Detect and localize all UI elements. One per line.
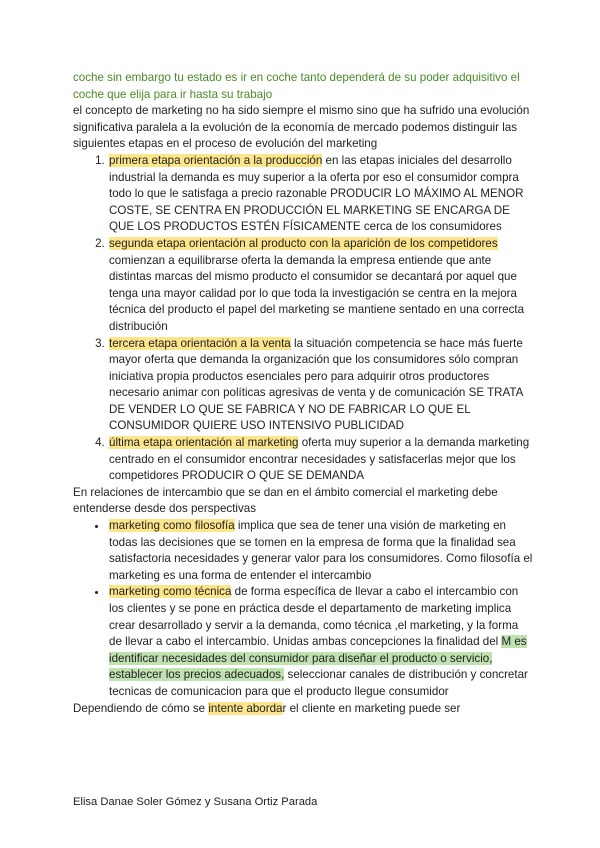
- list-item: [108, 153, 533, 236]
- list-item: [108, 236, 533, 336]
- perspectives-list: [73, 518, 533, 701]
- perspective-text: implica que sea de tener una visión de marketing en todas las decisiones que se tomen en la empresa de forma que la finalidad sea satisfactoria necesidades y generar valor para los consumidores. Como filosofía el marketing es una forma de entender el intercambio: [109, 519, 533, 582]
- list-item: [108, 435, 533, 485]
- perspective-text-end: seleccionar canales de distribución y concretar tecnicas de comunicacion para que el producto llegue consumidor: [109, 668, 528, 698]
- stage-text: comienzan a equilibrarse oferta la demanda la empresa entiende que ante distintas marcas del mismo producto el consumidor se decantará por aquel que tenga una mayor calidad por lo que toda la investigación se centra en la mejora técnica del producto el papel del marketing se mantiene sentado en una correcta distribución: [109, 253, 525, 333]
- closing-paragraph: [73, 701, 533, 718]
- stage-highlight: primera etapa orientación a la producción: [109, 153, 323, 167]
- closing-highlight: intente aborda: [208, 701, 283, 715]
- stage-text: oferta muy superior a la demanda marketing centrado en el consumidor encontrar necesidades y satisfacerlas mejor que los competidores PRODUCIR O QUE SE DEMANDA: [109, 436, 530, 483]
- perspective-highlight: marketing como técnica: [109, 585, 232, 599]
- stage-highlight: segunda etapa orientación al producto con la aparición de los competidores: [109, 236, 498, 250]
- intro-green-text: coche sin embargo tu estado es ir en coche tanto dependerá de su poder adquisitivo el coche que elija para ir hasta su trabajo: [73, 71, 520, 101]
- list-item: [108, 518, 533, 584]
- stage-text: la situación competencia se hace más fuerte mayor oferta que demanda la organización que los consumidores sólo compran iniciativa propia productos esenciales pero para adquirir otros productores necesario animar con políticas agresivas de venta y de comunicación SE TRATA DE VENDER LO QUE SE FABRICA Y NO DE FABRICAR LO QUE EL CONSUMIDOR QUIERE USO INTENSIVO PUBLICIDAD: [109, 336, 523, 433]
- stage-highlight: tercera etapa orientación a la venta: [109, 336, 291, 350]
- exchange-paragraph: En relaciones de intercambio que se dan en el ámbito comercial el marketing debe entenderse desde dos perspectivas: [73, 485, 498, 516]
- stages-list: [73, 153, 533, 485]
- intro-paragraph: el concepto de marketing no ha sido siempre el mismo sino que ha sufrido una evolución significativa paralela a la evolución de la economía de mercado podemos distinguir las siguientes etapas en el proceso de evolución del marketing: [73, 104, 530, 151]
- document-body: [73, 70, 533, 717]
- perspective-text: de forma específica de llevar a cabo el intercambio con los clientes y se pone en práctica desde el departamento de marketing implica crear desarrollado y servir a la demanda, como técnica ,el marketing, y la forma de llevar a cabo el intercambio. Unidas ambas concepciones la finalidad del: [109, 585, 519, 649]
- green-highlight-text: M es identificar necesidades del consumidor para diseñar el producto o servicio, establecer los precios adecuados,: [109, 635, 527, 682]
- stage-text: en las etapas iniciales del desarrollo industrial la demanda es muy superior a la oferta por eso el consumidor compra todo lo que le satisfaga a precio razonable PRODUCIR LO MÁXIMO AL MENOR COSTE, SE CENTRA EN PRODUCCIÓN EL MARKETING SE ENCARGA DE QUE LOS PRODUCTOS ESTÉN FÍSICAMENTE cerca de los consumidores: [109, 153, 524, 234]
- page-footer: Elisa Danae Soler Gómez y Susana Ortiz Parada: [73, 796, 318, 808]
- list-item: [108, 584, 533, 700]
- closing-text-end: r el cliente en marketing puede ser: [282, 701, 461, 715]
- stage-highlight: última etapa orientación al marketing: [109, 436, 299, 450]
- closing-text-start: Dependiendo de cómo se: [73, 701, 209, 715]
- list-item: [108, 336, 533, 436]
- perspective-highlight: marketing como filosofía: [109, 519, 235, 533]
